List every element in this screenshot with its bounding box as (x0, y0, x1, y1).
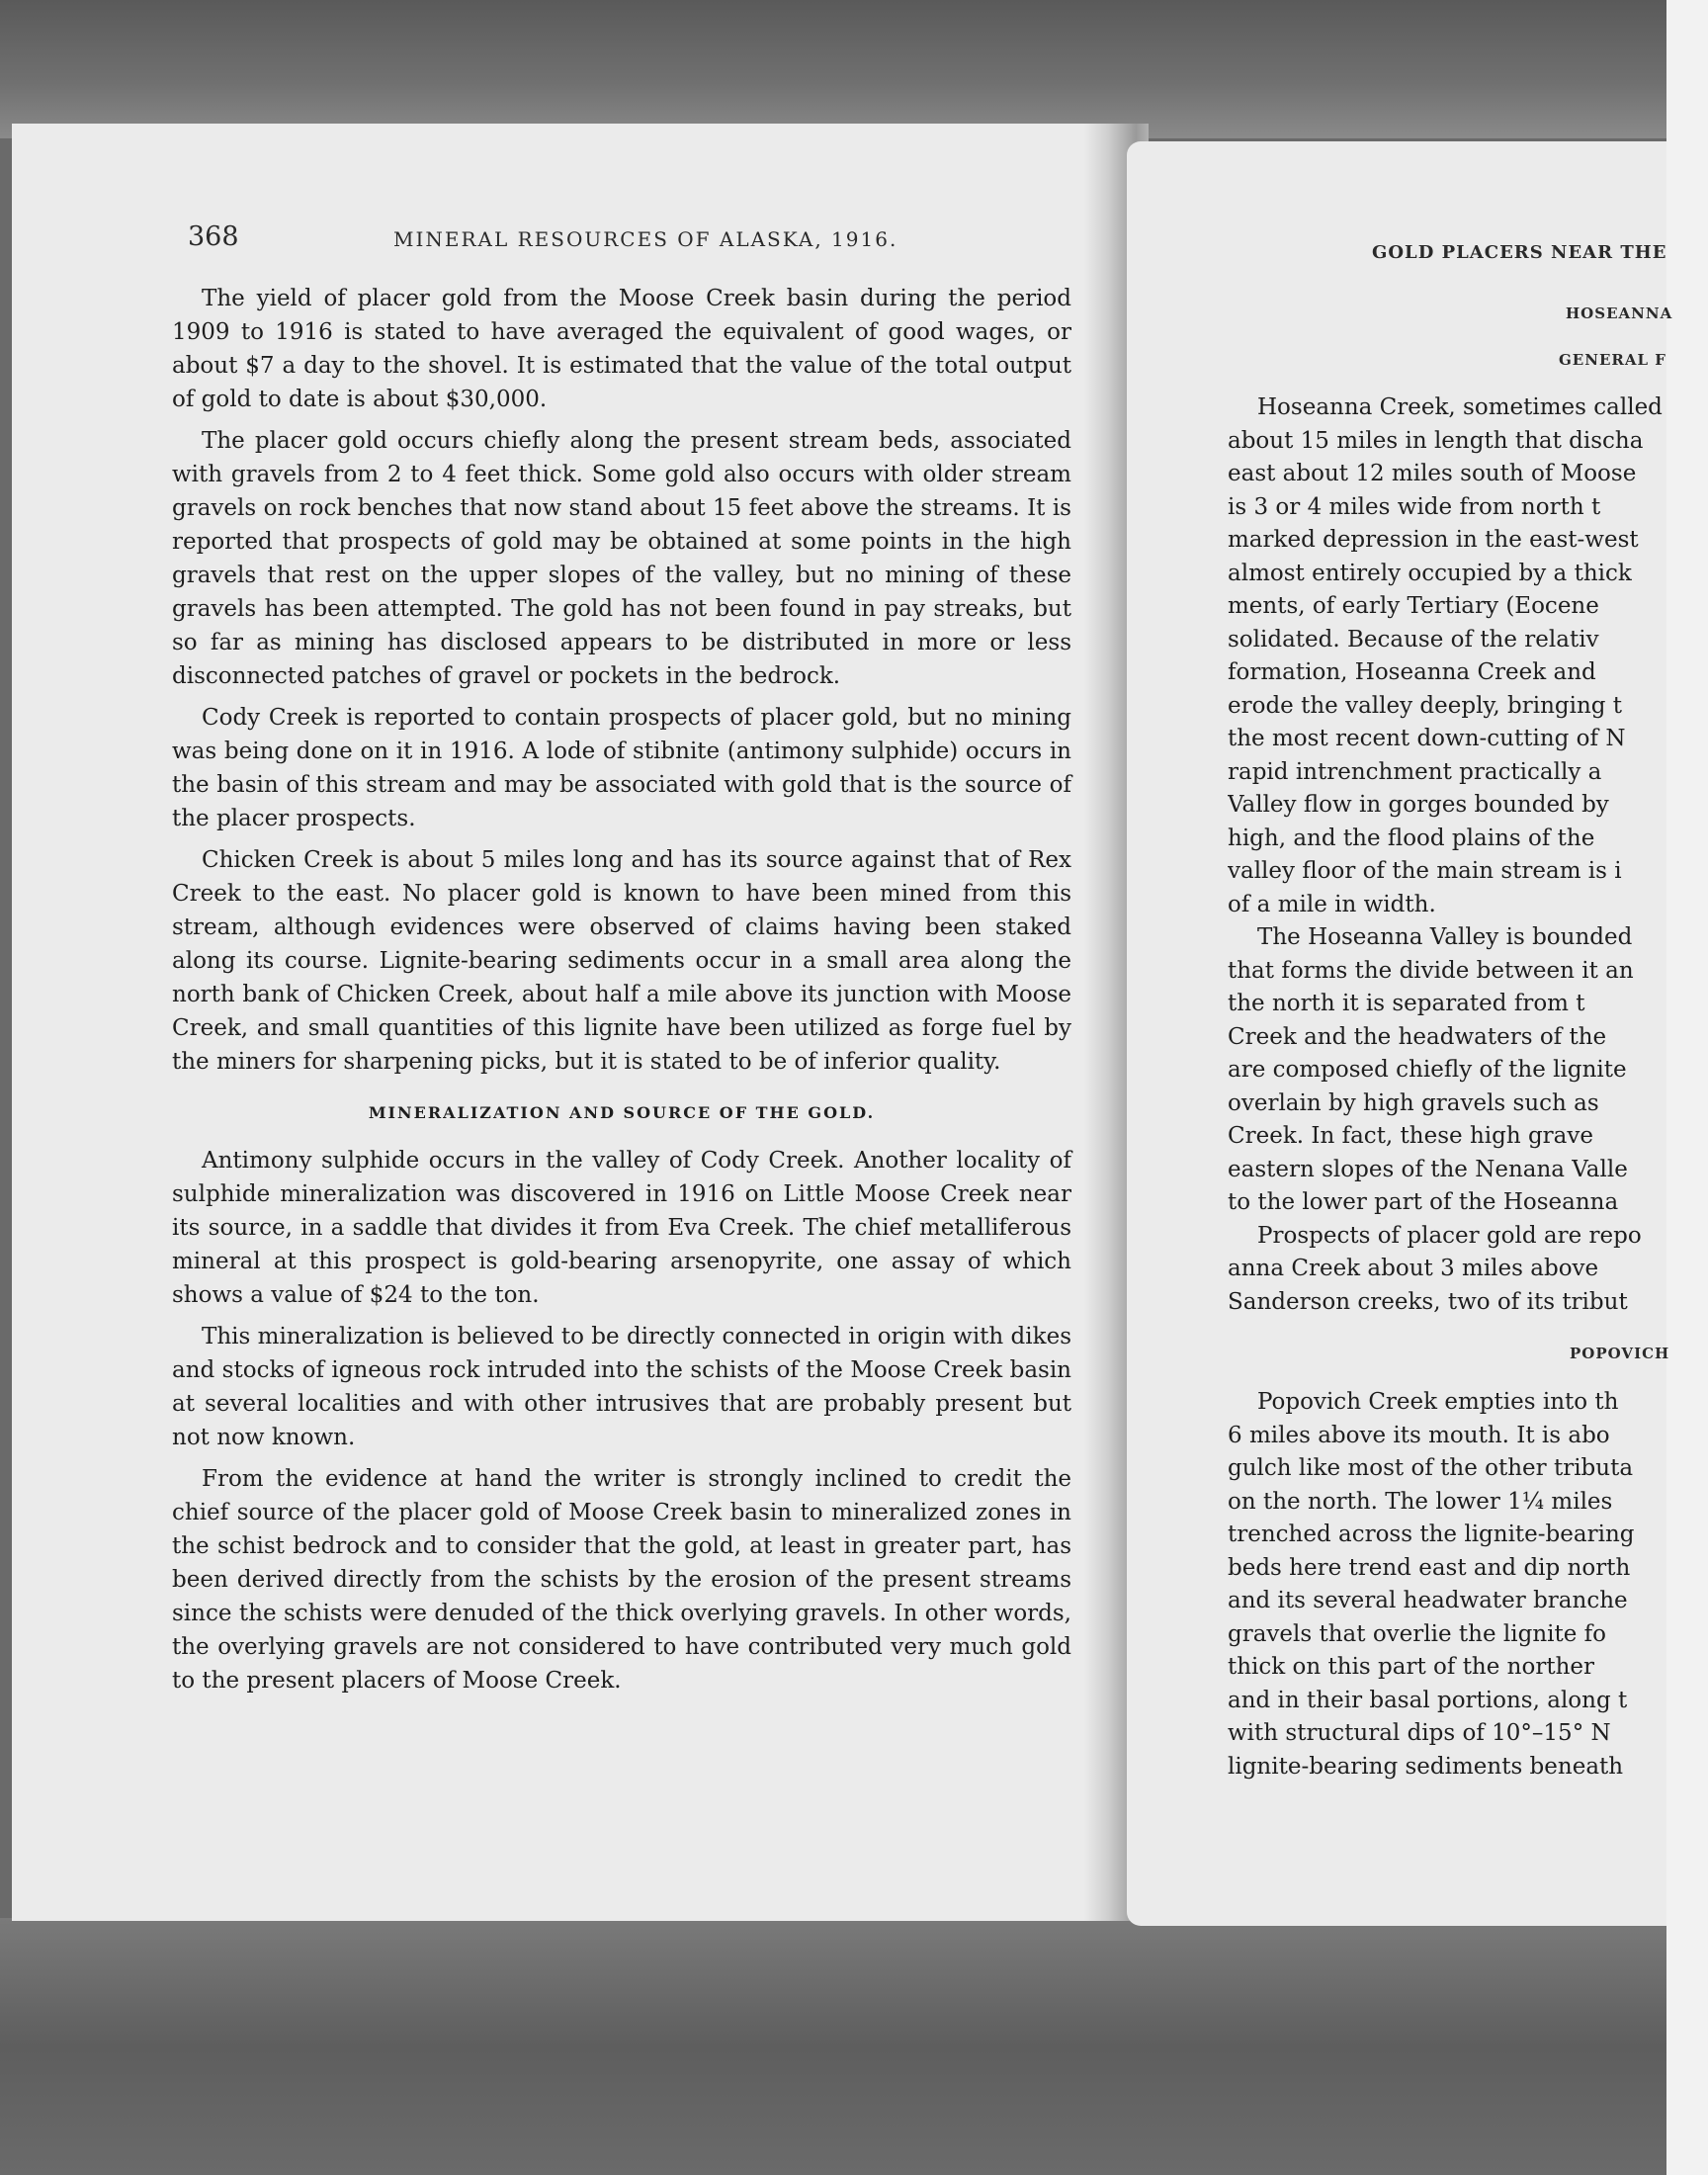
text-line: beds here trend east and dip north (1228, 1554, 1631, 1581)
paragraph: The placer gold occurs chiefly along the present stream beds, associated with gravels from 2 to 4 feet thick. Some gold also occurs with older stream gravels on rock benches that now stand about 15 feet above the streams. It is reported that prospects of gold may be obtained at some points in the high gravels that rest on the upper slopes of the valley, but no mining of these gravels has been attempted. The gold has not been found in pay streaks, but so far as mining has disclosed appears to be distributed in more or less disconnected patches of gravel or pockets in the bedrock. (172, 428, 1071, 689)
text-line: formation, Hoseanna Creek and (1228, 659, 1596, 685)
text-line: Popovich Creek empties into th (1257, 1389, 1619, 1415)
right-heading-hoseanna: HOSEANNA (1566, 304, 1673, 322)
text-line: lignite-bearing sediments beneath (1228, 1753, 1624, 1780)
right-page-text-bottom (1228, 1386, 1682, 1784)
text-line: gulch like most of the other tributa (1228, 1455, 1634, 1481)
text-line: is 3 or 4 miles wide from north t (1228, 493, 1601, 520)
right-heading-general: GENERAL F (1559, 351, 1666, 369)
scanner-background-top (0, 0, 1708, 138)
text-line: are composed chiefly of the lignite (1228, 1057, 1627, 1083)
right-page-text-top (1228, 392, 1682, 1319)
left-page-header (188, 221, 939, 251)
paragraph: This mineralization is believed to be directly connected in origin with dikes and stocks of igneous rock intruded into the schists of the Moose Creek basin at several localities and with other intrusives that are probably present but not now known. (172, 1324, 1071, 1450)
text-line: trenched across the lignite-bearing (1228, 1522, 1635, 1547)
paragraph: From the evidence at hand the writer is strongly inclined to credit the chief source of the placer gold of Moose Creek basin to mineralized zones in the schist bedrock and to consider that the gold, at least in greater part, has been derived directly from the schists by the erosion of the present streams since the schists were denuded of the thick overlying gravels. In other words, the overlying gravels are not considered to have contributed very much gold to the present placers of Moose Creek. (172, 1466, 1071, 1694)
text-line: 6 miles above its mouth. It is abo (1228, 1422, 1610, 1448)
text-line: high, and the flood plains of the (1228, 825, 1595, 851)
section-heading: MINERALIZATION AND SOURCE OF THE GOLD. (368, 1103, 876, 1122)
right-heading-popovich: POPOVICH (1570, 1345, 1670, 1362)
text-line: thick on this part of the norther (1228, 1654, 1594, 1680)
text-line: gravels that overlie the lignite fo (1228, 1620, 1607, 1647)
left-page-text (172, 282, 1071, 1705)
text-line: of a mile in width. (1228, 891, 1436, 917)
text-line: The Hoseanna Valley is bounded (1257, 924, 1633, 950)
text-line: almost entirely occupied by a thick (1228, 560, 1632, 586)
text-line: the north it is separated from t (1228, 991, 1585, 1016)
running-head: MINERAL RESOURCES OF ALASKA, 1916. (393, 227, 898, 251)
text-line: on the north. The lower 1¼ miles (1228, 1488, 1613, 1515)
text-line: Hoseanna Creek, sometimes called (1257, 394, 1663, 420)
paragraph: The yield of placer gold from the Moose Creek basin during the period 1909 to 1916 is stated to have averaged the equivalent of good wages, or about $7 a day to the shovel. It is estimated that the value of the total output of gold to date is about $30,000. (172, 286, 1071, 412)
text-line: the most recent down-cutting of N (1228, 726, 1626, 751)
text-line: erode the valley deeply, bringing t (1228, 692, 1623, 719)
text-line: Valley flow in gorges bounded by (1228, 792, 1609, 818)
text-line: that forms the divide between it an (1228, 957, 1634, 984)
paragraph: Antimony sulphide occurs in the valley of Cody Creek. Another locality of sulphide mineralization was discovered in 1916 on Little Moose Creek near its source, in a saddle that divides it from Eva Creek. The chief metalliferous mineral at this prospect is gold-bearing arsenopyrite, one assay of which shows a value of $24 to the ton. (172, 1148, 1071, 1308)
text-line: eastern slopes of the Nenana Valle (1228, 1156, 1628, 1182)
text-line: marked depression in the east-west (1228, 527, 1639, 553)
text-line: ments, of early Tertiary (Eocene (1228, 593, 1599, 619)
text-line: rapid intrenchment practically a (1228, 758, 1602, 785)
text-line: and in their basal portions, along t (1228, 1687, 1628, 1713)
page-number: 368 (188, 221, 239, 252)
text-line: anna Creek about 3 miles above (1228, 1256, 1599, 1281)
paragraph: Cody Creek is reported to contain prospects of placer gold, but no mining was being done on it in 1916. A lode of stibnite (antimony sulphide) occurs in the basin of this stream and may be associated with gold that is the source of the placer prospects. (172, 705, 1071, 831)
text-line: Creek and the headwaters of the (1228, 1023, 1607, 1050)
text-line: Creek. In fact, these high grave (1228, 1123, 1593, 1149)
text-line: Sanderson creeks, two of its tribut (1228, 1288, 1628, 1315)
text-line: overlain by high gravels such as (1228, 1089, 1599, 1116)
right-running-head: GOLD PLACERS NEAR THE (1372, 242, 1667, 263)
text-line: with structural dips of 10°–15° N (1228, 1720, 1611, 1746)
text-line: east about 12 miles south of Moose (1228, 461, 1637, 486)
text-line: solidated. Because of the relativ (1228, 626, 1599, 652)
paragraph: Chicken Creek is about 5 miles long and has its source against that of Rex Creek to the east. No placer gold is known to have been mined from this stream, although evidences were observed of claims having been staked along its course. Lignite-bearing sediments occur in a small area along the north bank of Chicken Creek, about half a mile above its junction with Moose Creek, and small quantities of this lignite have been utilized as forge fuel by the miners for sharpening picks, but it is stated to be of inferior quality. (172, 847, 1071, 1075)
text-line: Prospects of placer gold are repo (1257, 1222, 1642, 1249)
text-line: about 15 miles in length that discha (1228, 427, 1644, 454)
scanner-background-bottom (0, 1918, 1708, 2175)
text-line: and its several headwater branche (1228, 1588, 1628, 1613)
text-line: to the lower part of the Hoseanna (1228, 1189, 1619, 1215)
text-line: valley floor of the main stream is i (1228, 858, 1622, 884)
